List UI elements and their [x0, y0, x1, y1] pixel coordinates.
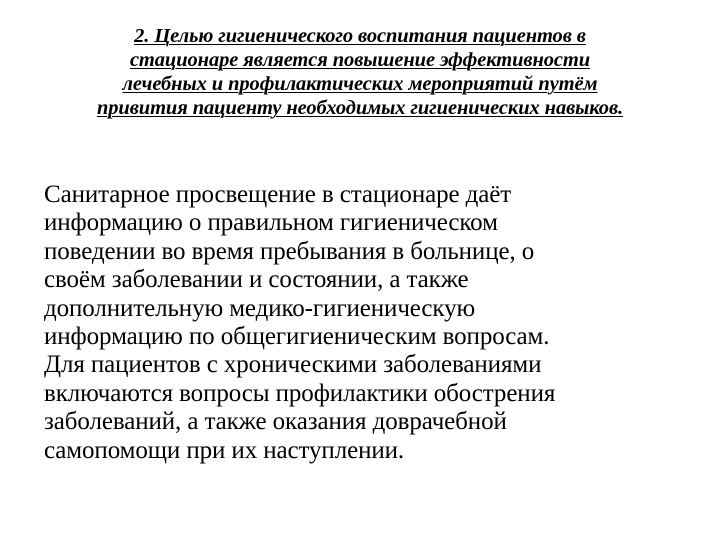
body-line: своём заболевании и состоянии, а также	[44, 266, 469, 294]
body-line: включаются вопросы профилактики обострения	[44, 379, 556, 407]
body-line: Санитарное просвещение в стационаре даёт	[44, 181, 512, 208]
slide-title	[34, 24, 686, 120]
body-line: поведении во время пребывания в больнице, о	[44, 237, 535, 265]
body-line: заболеваний, а также оказания доврачебной	[44, 408, 507, 436]
title-line: стационаре является повышение эффективности	[129, 49, 591, 71]
title-line: 2. Целью гигиенического воспитания пациентов в	[134, 25, 586, 47]
body-line: самопомощи при их наступлении.	[44, 436, 405, 464]
body-line: дополнительную медико-гигиеническую	[44, 294, 476, 322]
title-line: привития пациенту необходимых гигиенических навыков.	[96, 97, 624, 119]
slide-body-text	[44, 181, 704, 465]
title-line: лечебных и профилактических мероприятий путём	[122, 73, 598, 95]
body-line: информацию по общегигиеническим вопросам.	[44, 323, 550, 351]
body-line: информацию о правильном гигиеническом	[44, 209, 498, 237]
body-line: Для пациентов с хроническими заболеваниями	[44, 351, 542, 379]
